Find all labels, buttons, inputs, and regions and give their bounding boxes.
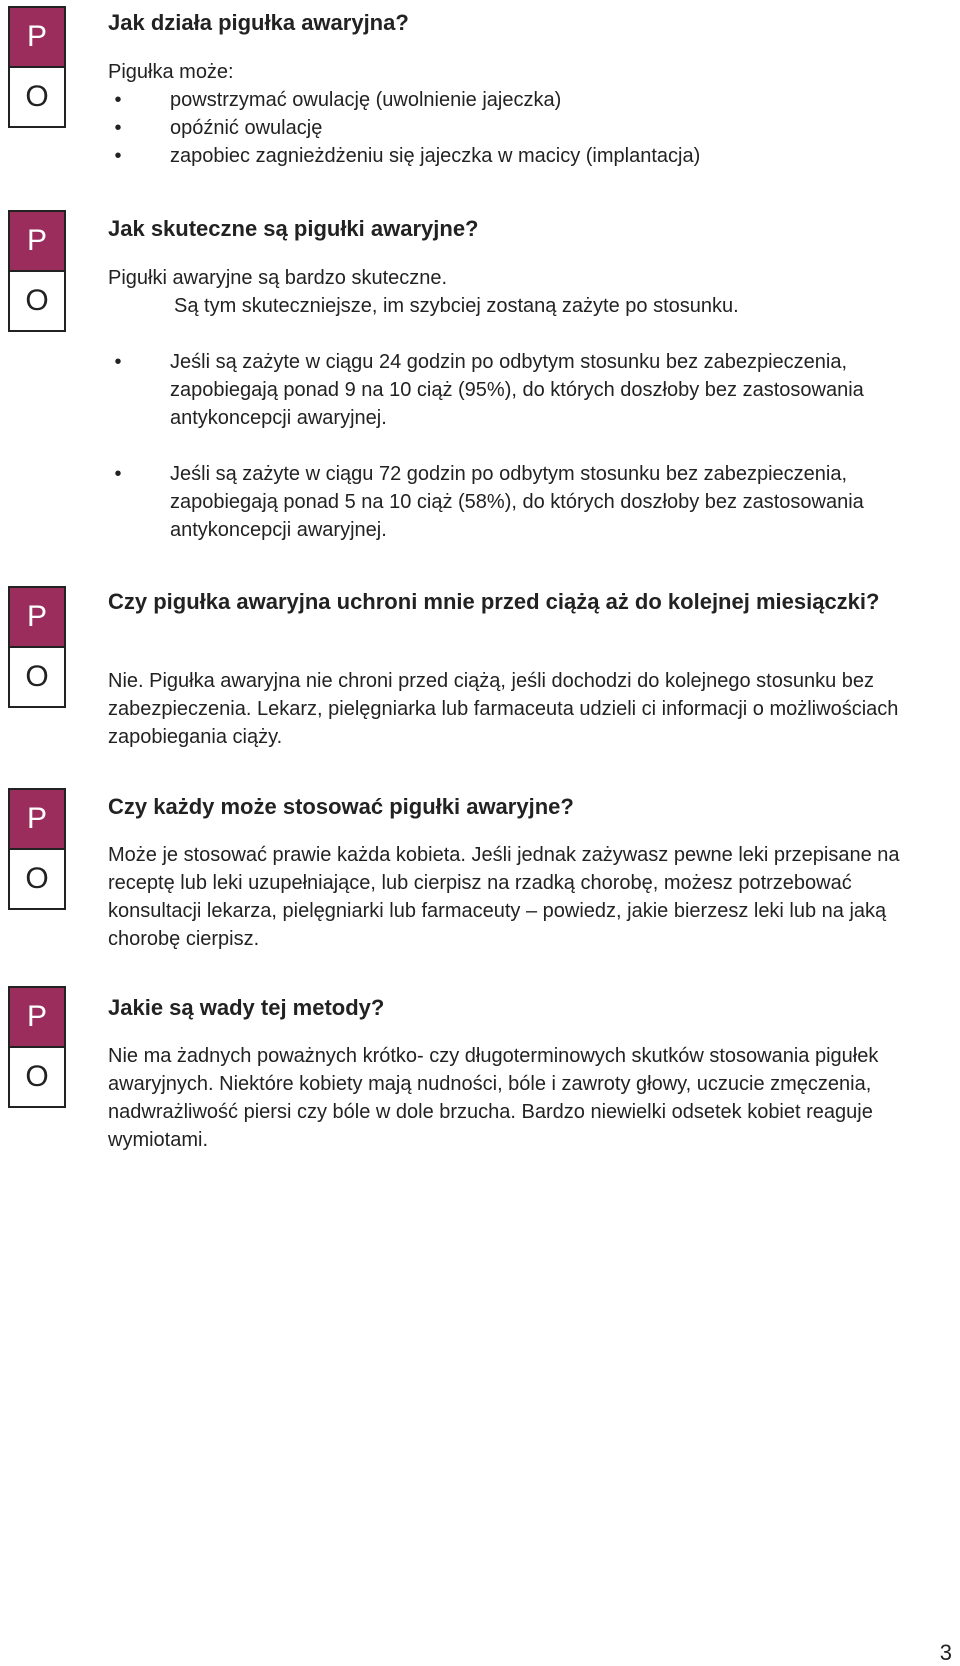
answer-text [108, 264, 908, 544]
question-heading: Jakie są wady tej metody? [108, 995, 385, 1020]
bullet-icon: • [114, 89, 122, 111]
list-item [108, 348, 908, 432]
answer-text [108, 58, 908, 170]
bullet-icon: • [114, 463, 122, 485]
qa-badge-3 [8, 586, 66, 708]
question-heading: Czy pigułka awaryjna uchroni mnie przed ciążą aż do kolejnej miesiączki? [108, 589, 880, 614]
list-item [108, 86, 908, 114]
qa-badge-5 [8, 986, 66, 1108]
question-badge: P [10, 790, 64, 850]
bullet-icon: • [114, 117, 122, 139]
qa-badge-4 [8, 788, 66, 910]
answer-text: Nie. Pigułka awaryjna nie chroni przed ciążą, jeśli dochodzi do kolejnego stosunku bez zabezpieczenia. Lekarz, pielęgniarka lub farmaceuta udzieli ci informacji o możliwościach zapobiegania ciąży. [108, 670, 899, 748]
question-badge: P [10, 8, 64, 68]
answer-badge: O [10, 272, 64, 330]
answer-badge: O [10, 68, 64, 126]
list-item-text: Jeśli są zażyte w ciągu 24 godzin po odbytym stosunku bez zabezpieczenia, zapobiegają ponad 9 na 10 ciąż (95%), do których doszłoby bez zastosowania antykoncepcji awaryjnej. [170, 351, 864, 429]
list-item-text: opóźnić owulację [170, 117, 323, 139]
bullet-icon: • [114, 351, 122, 373]
answer-text: Może je stosować prawie każda kobieta. Jeśli jednak zażywasz pewne leki przepisane na receptę lub leki uzupełniające, lub cierpisz na rzadką chorobę, możesz potrzebować konsultacji lekarza, pielęgniarki lub farmaceuty – powiedz, jakie bierzesz leki lub na jaką chorobę cierpisz. [108, 844, 900, 950]
question-heading: Jak działa pigułka awaryjna? [108, 10, 409, 35]
answer-line: Są tym skuteczniejsze, im szybciej zostaną zażyte po stosunku. [174, 295, 739, 317]
answer-line: Pigułki awaryjne są bardzo skuteczne. [108, 267, 448, 289]
answer-badge: O [10, 850, 64, 908]
question-badge: P [10, 212, 64, 272]
bullet-icon: • [114, 145, 122, 167]
answer-text: Nie ma żadnych poważnych krótko- czy długoterminowych skutków stosowania pigułek awaryjnych. Niektóre kobiety mają nudności, bóle i zawroty głowy, uczucie zmęczenia, nadwrażliwość piersi czy bóle w dole brzucha. Bardzo niewielki odsetek kobiet reaguje wymiotami. [108, 1045, 879, 1151]
qa-badge-1 [8, 6, 66, 128]
list-item [108, 142, 908, 170]
question-heading: Jak skuteczne są pigułki awaryjne? [108, 216, 479, 241]
list-item [108, 114, 908, 142]
list-item-text: Jeśli są zażyte w ciągu 72 godzin po odbytym stosunku bez zabezpieczenia, zapobiegają ponad 5 na 10 ciąż (58%), do których doszłoby bez zastosowania antykoncepcji awaryjnej. [170, 463, 864, 541]
answer-badge: O [10, 648, 64, 706]
question-badge: P [10, 588, 64, 648]
answer-badge: O [10, 1048, 64, 1106]
answer-intro: Pigułka może: [108, 61, 234, 83]
list-item-text: powstrzymać owulację (uwolnienie jajeczka) [170, 89, 562, 111]
list-item [108, 460, 908, 544]
question-heading: Czy każdy może stosować pigułki awaryjne? [108, 794, 574, 819]
list-item-text: zapobiec zagnieżdżeniu się jajeczka w macicy (implantacja) [170, 145, 701, 167]
qa-badge-2 [8, 210, 66, 332]
question-badge: P [10, 988, 64, 1048]
page-number: 3 [939, 1640, 952, 1665]
